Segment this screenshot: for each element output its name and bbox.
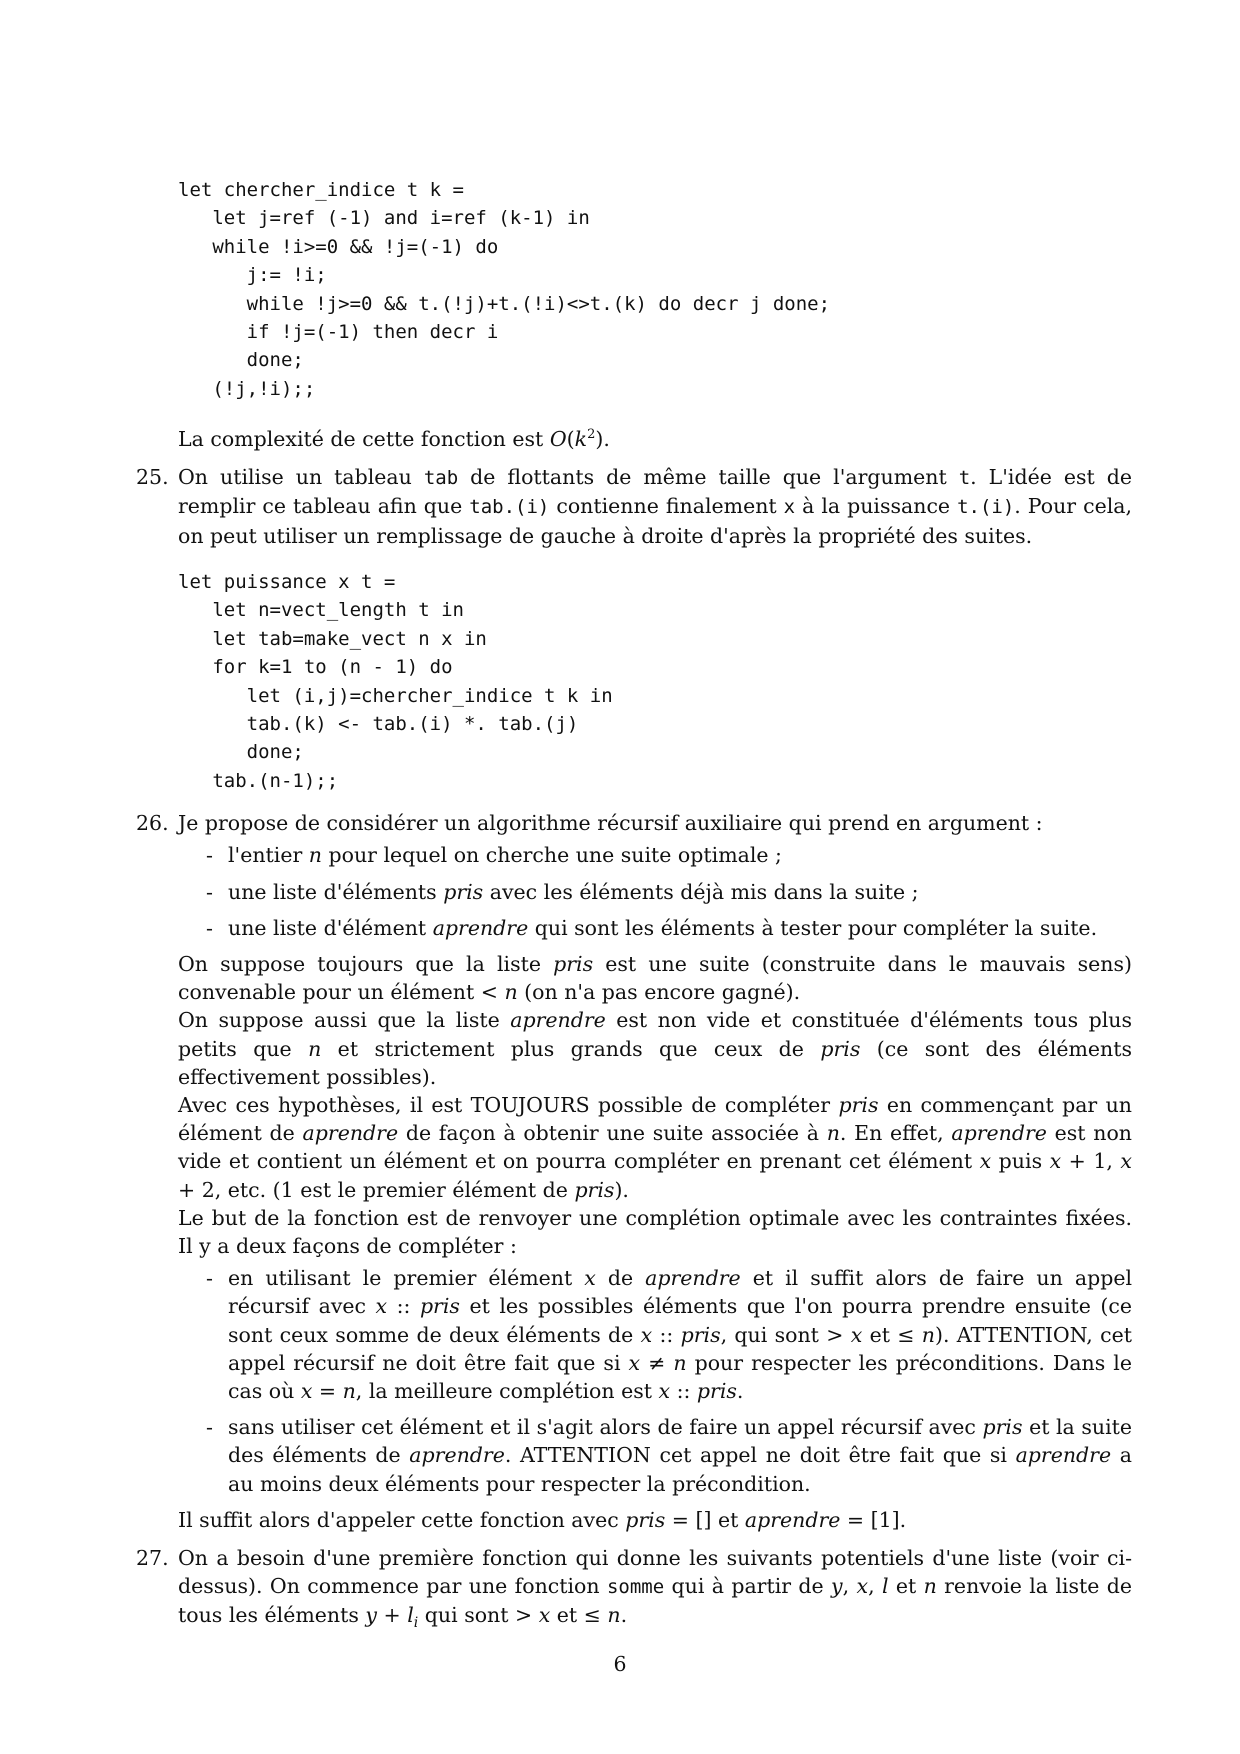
code-line: (!j,!i);; (178, 377, 316, 400)
code-line: let j=ref (-1) and i=ref (k-1) in (178, 207, 590, 230)
list-item: - une liste d'élément aprendre qui sont les éléments à tester pour compléter la suite. (206, 914, 1132, 942)
code-line: while !i>=0 && !j=(-1) do (178, 235, 499, 258)
item-number: 27. (136, 1546, 169, 1571)
list-item: - l'entier n pour lequel on cherche une suite optimale ; (206, 841, 1132, 869)
code-line: if !j=(-1) then decr i (178, 321, 499, 344)
argument-list (206, 841, 1132, 942)
code-line: let puissance x t = (178, 570, 396, 593)
item-27-text: On a besoin d'une première fonction qui donne les suivants potentiels d'une liste (voir ci-dessus). On commence par une fonction somme qui à partir de y, x, l et n renvoie la liste de tous les éléments $y + l_i$ qui sont > x et ≤ n. (178, 1546, 1132, 1632)
code-line: j:= !i; (178, 264, 327, 287)
code-block-chercher-indice (178, 176, 1132, 403)
page-number: 6 (613, 1652, 627, 1676)
paragraph: Il suffit alors d'appeler cette fonction avec pris = [] et aprendre = [1]. (178, 1507, 907, 1532)
item-number: 26. (136, 811, 169, 836)
code-line: done; (178, 741, 304, 764)
paragraph: Avec ces hypothèses, il est TOUJOURS possible de compléter pris en commençant par un élément de aprendre de façon à obtenir une suite associée à n. En effet, aprendre est non vide et contient un élément et on pourra compléter en prenant cet élément x puis x + 1, x + 2, etc. (1 est le premier élément de pris). (178, 1092, 1133, 1202)
list-item: - une liste d'éléments pris avec les éléments déjà mis dans la suite ; (206, 878, 1132, 906)
code-line: tab.(n-1);; (178, 769, 339, 792)
list-item: - en utilisant le premier élément x de aprendre et il suffit alors de faire un appel récursif avec x :: pris et les possibles éléments que l'on pourra prendre ensuite (ce sont ceux somme de deux éléments de x :: pris, qui sont > x et ≤ n). ATTENTION, cet appel récursif ne doit être fait que si x ≠ n pour respecter les préconditions. Dans le cas où x = n, la meilleure complétion est x :: pris. (206, 1264, 1132, 1405)
completion-list (206, 1264, 1132, 1498)
item-26-intro: Je propose de considérer un algorithme récursif auxiliaire qui prend en argument : (178, 811, 1043, 836)
list-item: - sans utiliser cet élément et il s'agit alors de faire un appel récursif avec pris et la suite des éléments de aprendre. ATTENTION cet appel ne doit être fait que si aprendre a au moins deux éléments pour respecter la précondition. (206, 1413, 1132, 1498)
code-line: tab.(k) <- tab.(i) *. tab.(j) (178, 712, 579, 735)
item-26 (136, 809, 1133, 1534)
code-line: let (i,j)=chercher_indice t k in (178, 684, 613, 707)
code-line: let n=vect_length t in (178, 599, 464, 622)
code-line: let chercher_indice t k = (178, 179, 464, 201)
item-25-text: On utilise un tableau tab de flottants de même taille que l'argument t. L'idée est de remplir ce tableau afin que tab.(i) contienne finalement x à la puissance t.(i). Pour cela, on peut utiliser un remplissage de gauche à droite d'après la propriété des suites. (178, 465, 1133, 548)
code-block-puissance (178, 568, 1132, 795)
code-line: let tab=make_vect n x in (178, 627, 487, 650)
item-number: 25. (136, 465, 169, 490)
paragraph: Le but de la fonction est de renvoyer une complétion optimale avec les contraintes fixées. Il y a deux façons de compléter : (178, 1205, 1132, 1258)
page-content (136, 176, 1133, 1638)
item-27 (136, 1544, 1132, 1638)
paragraph: On suppose toujours que la liste pris est une suite (construite dans le mauvais sens) convenable pour un élément < n (on n'a pas encore gagné). (178, 951, 1132, 1005)
code-line: for k=1 to (n - 1) do (178, 656, 453, 679)
complexity-text: La complexité de cette fonction est $O(k^2)$. (178, 427, 610, 452)
item-25 (136, 463, 1133, 550)
paragraph: On suppose aussi que la liste aprendre est non vide et constituée d'éléments tous plus petits que n et strictement plus grands que ceux de pris (ce sont des éléments effectivement possibles). (178, 1008, 1132, 1089)
code-line: done; (178, 349, 304, 372)
code-line: while !j>=0 && t.(!j)+t.(!i)<>t.(k) do decr j done; (178, 292, 831, 315)
